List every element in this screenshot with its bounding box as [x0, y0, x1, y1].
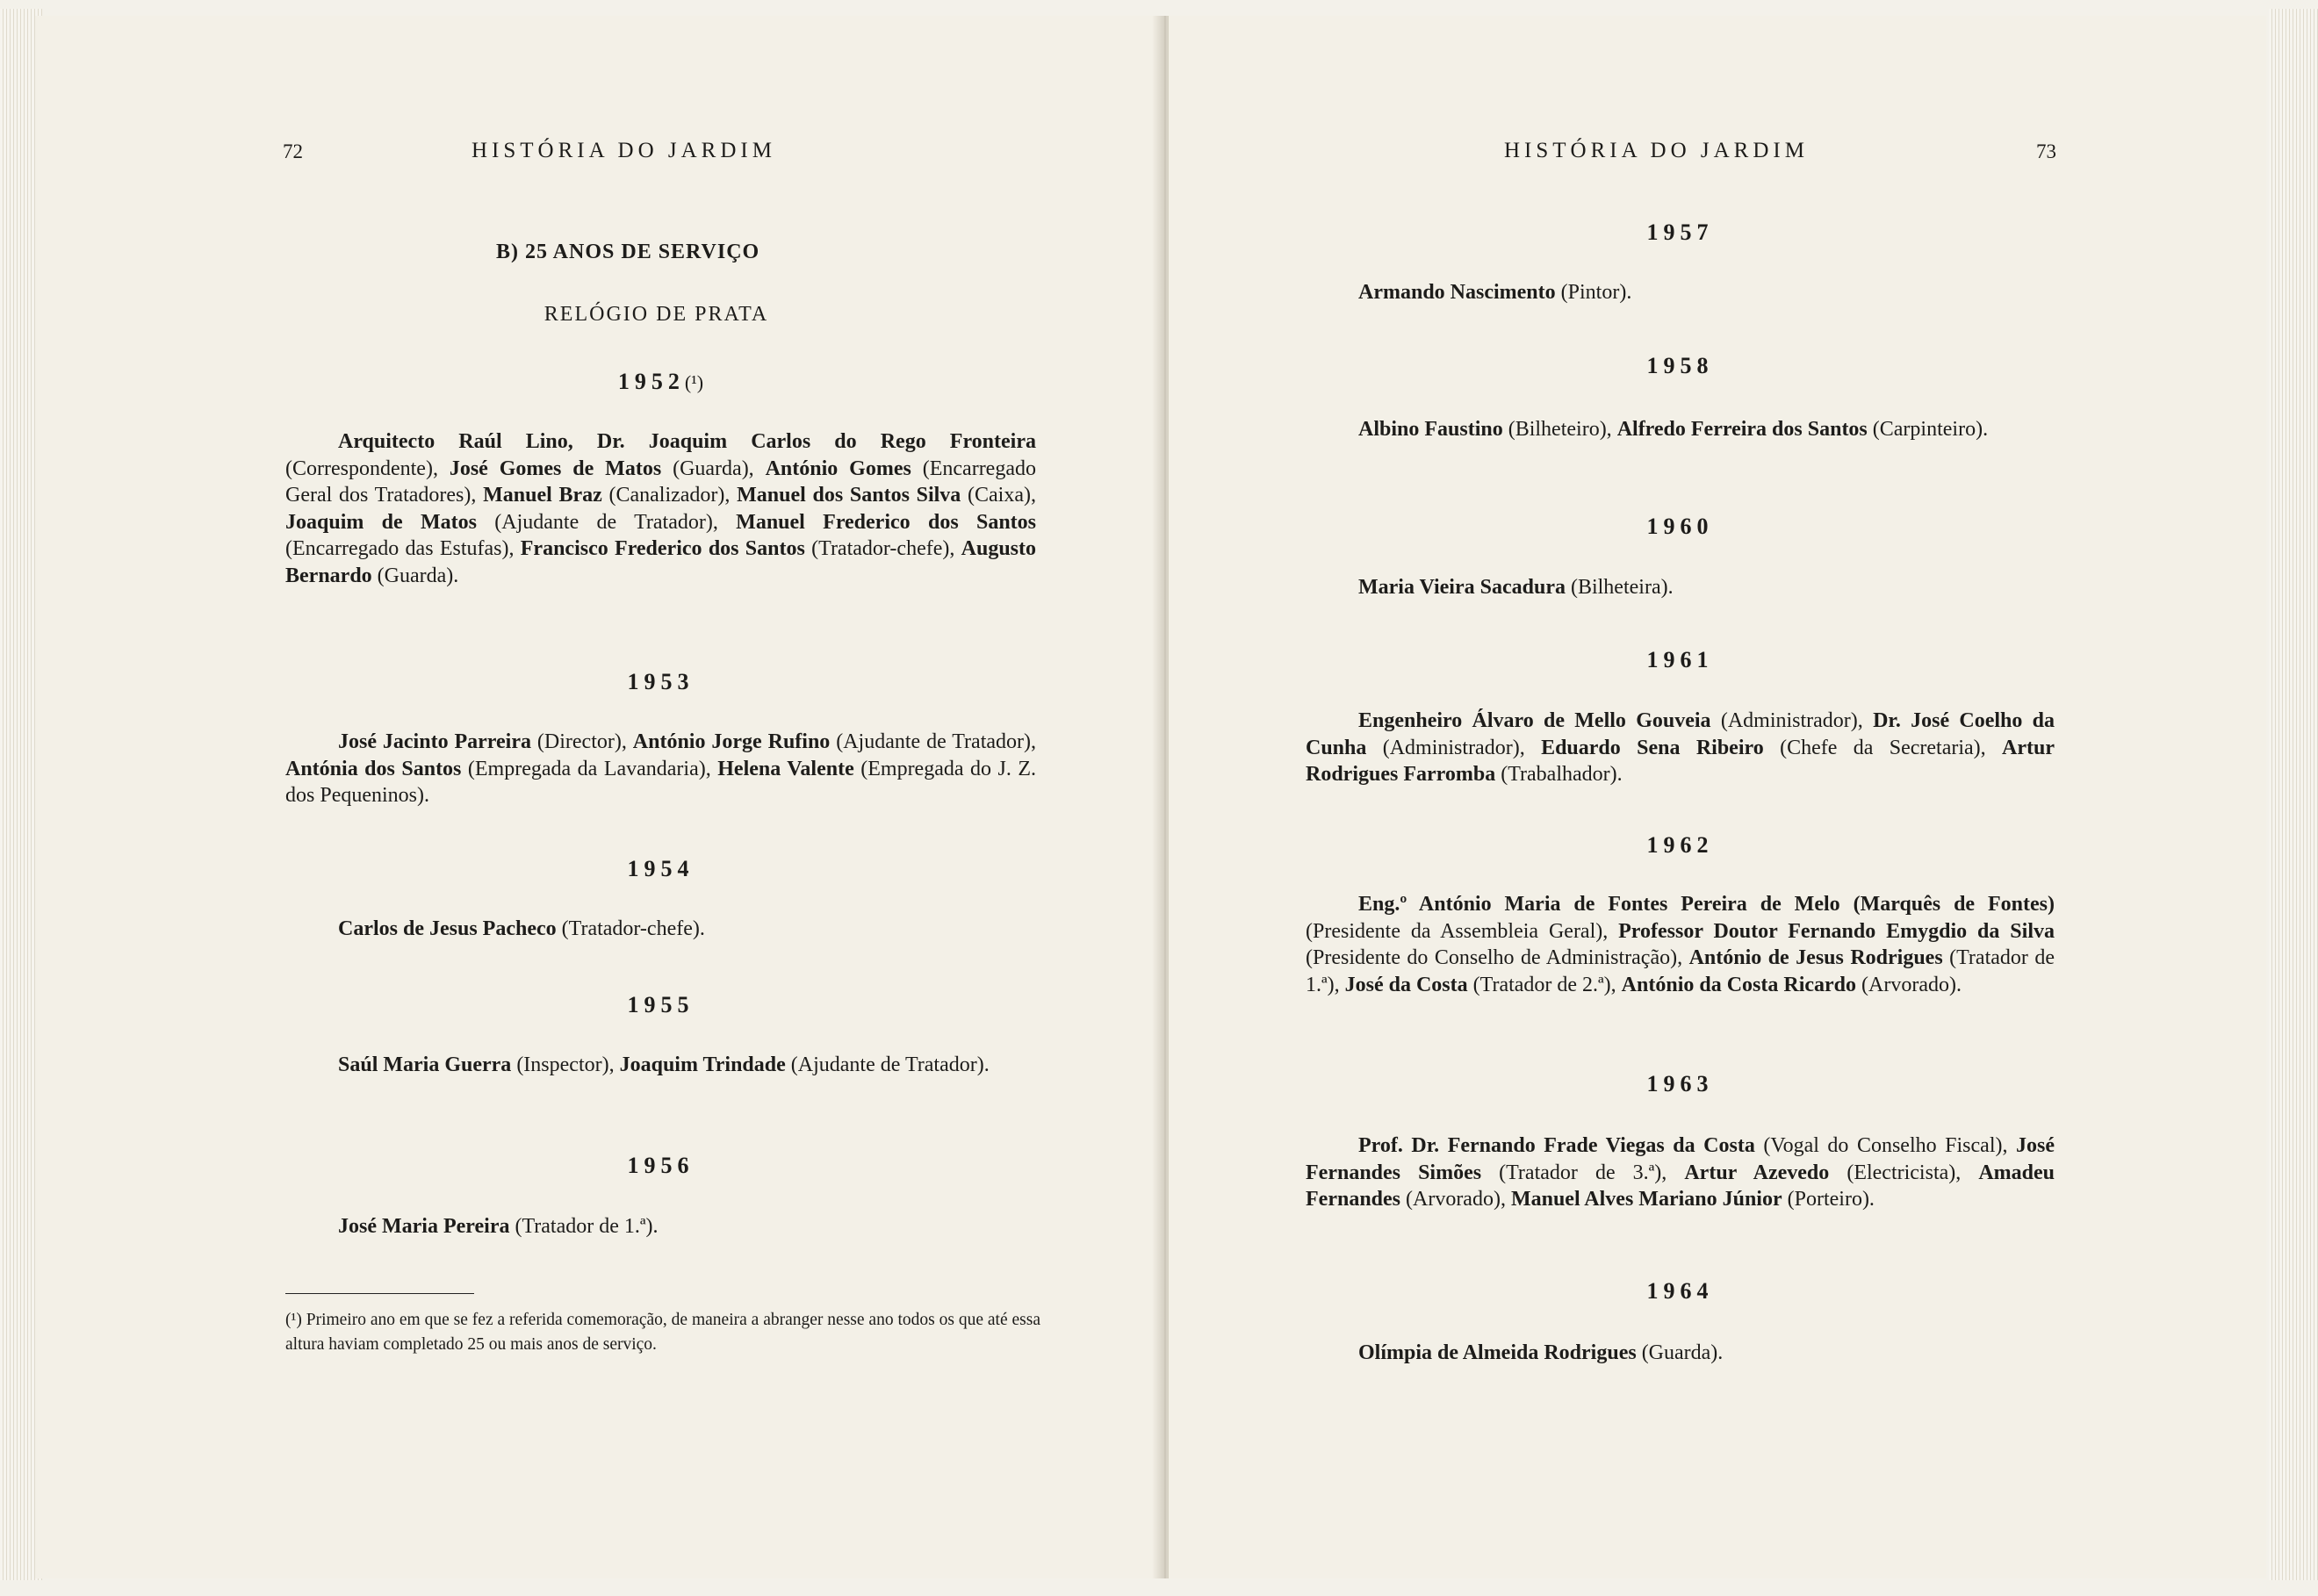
year-text: 1956 — [627, 1153, 695, 1178]
year-text: 1963 — [1646, 1071, 1714, 1096]
year-text: 1962 — [1646, 832, 1714, 858]
entry-paragraph — [285, 428, 1036, 589]
role-text: (Tratador de 1.ª). — [509, 1215, 659, 1238]
entry-paragraph — [285, 1052, 1036, 1079]
role-text: (Presidente da Assembleia Geral), — [1306, 919, 1619, 943]
role-text: (Encarregado Geral dos Tratadores), — [285, 457, 1036, 507]
year-heading — [285, 992, 1036, 1019]
year-text: 1958 — [1646, 353, 1714, 378]
person-name: Maria Vieira Sacadura — [1358, 576, 1566, 599]
year-heading — [1306, 219, 2055, 247]
year-heading — [285, 669, 1036, 696]
role-text: (Bilheteira). — [1565, 576, 1674, 599]
entry-paragraph — [1306, 708, 2055, 788]
role-text: (Encarregado das Estufas), — [285, 537, 521, 560]
person-name: Arquitecto Raúl Lino, Dr. Joaquim Carlos do Rego Fronteira — [338, 430, 1036, 453]
person-name: Alfredo Ferreira dos Santos — [1616, 418, 1868, 441]
entry-paragraph — [1306, 279, 2055, 306]
entry-paragraph — [1306, 1340, 2055, 1367]
year-text: 1960 — [1646, 514, 1714, 539]
running-head: HISTÓRIA DO JARDIM — [1504, 139, 1809, 162]
year-heading — [1306, 1278, 2055, 1305]
person-name: Joaquim de Matos — [285, 510, 477, 534]
person-name: António da Costa Ricardo — [1621, 973, 1857, 996]
person-name: Olímpia de Almeida Rodrigues — [1358, 1341, 1637, 1364]
person-name: José Gomes de Matos — [449, 457, 662, 480]
entry-paragraph — [285, 916, 1036, 943]
person-name: Engenheiro Álvaro de Mello Gouveia — [1358, 709, 1711, 732]
entry-paragraph — [1306, 416, 2055, 443]
role-text: (Ajudante de Tratador), — [476, 510, 737, 534]
role-text: (Chefe da Secretaria), — [1763, 736, 2003, 759]
person-name: António de Jesus Rodrigues — [1688, 946, 1943, 969]
person-name: António Gomes — [765, 457, 911, 480]
person-name: Professor Doutor Fernando Emygdio da Silva — [1618, 919, 2055, 943]
person-name: Augusto Bernardo — [285, 537, 1037, 587]
role-text: (Electricista), — [1829, 1161, 1979, 1184]
role-text: (Ajudante de Tratador), — [830, 730, 1036, 753]
year-heading — [1306, 514, 2055, 541]
person-name: Eduardo Sena Ribeiro — [1541, 736, 1764, 759]
role-text: (Guarda). — [1636, 1341, 1724, 1364]
role-text: (Pintor). — [1555, 281, 1632, 304]
role-text: (Tratador-chefe), — [804, 537, 961, 560]
role-text: (Caixa), — [961, 484, 1036, 507]
section-heading — [496, 239, 759, 266]
section-heading-text: B) 25 ANOS DE SERVIÇO — [496, 241, 760, 263]
person-name: Carlos de Jesus Pacheco — [338, 917, 557, 940]
year-text: 1954 — [627, 856, 695, 881]
role-text: (Tratador de 2.ª), — [1467, 973, 1622, 996]
role-text: (Inspector), — [511, 1053, 620, 1076]
page-number: 73 — [2036, 140, 2056, 162]
page-number: 72 — [283, 140, 303, 162]
year-text: 1964 — [1646, 1278, 1714, 1304]
year-text: 1952 — [617, 369, 685, 394]
right-page-edges — [2269, 9, 2318, 1580]
role-text: (Tratador de 3.ª), — [1481, 1161, 1685, 1184]
role-text: (Tratador de 1.ª), — [1306, 946, 2055, 996]
role-text: (Porteiro). — [1782, 1188, 1875, 1211]
role-text: (Trabalhador). — [1495, 763, 1623, 786]
year-text: 1957 — [1646, 219, 1714, 245]
person-name: Artur Azevedo — [1684, 1161, 1830, 1184]
role-text: (Director), — [531, 730, 633, 753]
person-name: Prof. Dr. Fernando Frade Viegas da Costa — [1358, 1134, 1755, 1157]
entry-paragraph — [285, 1213, 1036, 1240]
person-name: José Maria Pereira — [338, 1215, 510, 1238]
year-heading — [1306, 832, 2055, 859]
role-text: (Vogal do Conselho Fiscal), — [1754, 1134, 2017, 1157]
person-name: Artur Rodrigues Farromba — [1306, 736, 2055, 786]
person-name: Dr. José Coelho da Cunha — [1306, 709, 2055, 759]
year-heading — [285, 369, 1036, 397]
year-heading — [1306, 647, 2055, 674]
footnote-marker: (¹) — [684, 371, 704, 393]
role-text: (Administrador), — [1366, 736, 1542, 759]
role-text: (Empregada da Lavandaria), — [461, 757, 718, 780]
role-text: (Arvorado), — [1400, 1188, 1511, 1211]
person-name: Saúl Maria Guerra — [338, 1053, 512, 1076]
entry-paragraph — [1306, 574, 2055, 601]
role-text: (Arvorado). — [1856, 973, 1962, 996]
year-text: 1953 — [627, 669, 695, 694]
role-text: (Empregada do J. Z. dos Pequeninos). — [285, 757, 1037, 807]
person-name: Helena Valente — [717, 757, 854, 780]
year-heading — [285, 856, 1036, 883]
person-name: Manuel Frederico dos Santos — [736, 510, 1036, 534]
person-name: António Jorge Rufino — [632, 730, 831, 753]
running-head: HISTÓRIA DO JARDIM — [472, 139, 776, 162]
entry-paragraph — [285, 729, 1036, 809]
entry-paragraph — [1306, 1132, 2055, 1213]
person-name: José Fernandes Simões — [1306, 1134, 2055, 1184]
year-heading — [1306, 353, 2055, 380]
person-name: Albino Faustino — [1358, 418, 1503, 441]
person-name: José da Costa — [1344, 973, 1468, 996]
role-text: (Presidente do Conselho de Administração), — [1306, 946, 1689, 969]
person-name: Manuel Alves Mariano Júnior — [1510, 1188, 1782, 1211]
footnote: (¹) Primeiro ano em que se fez a referida comemoração, de maneira a abranger nesse ano todos os que até essa altura haviam completado 25 ou mais anos de serviço. — [285, 1311, 1040, 1354]
person-name: Manuel dos Santos Silva — [737, 484, 961, 507]
person-name: Joaquim Trindade — [619, 1053, 786, 1076]
subheading — [285, 301, 1027, 328]
role-text: (Bilheteiro), — [1502, 418, 1617, 441]
role-text: (Guarda), — [661, 457, 766, 480]
role-text: (Carpinteiro). — [1867, 418, 1989, 441]
role-text: (Guarda). — [371, 564, 459, 587]
year-text: 1955 — [627, 992, 695, 1017]
person-name: Amadeu Fernandes — [1306, 1161, 2055, 1211]
role-text: (Canalizador), — [601, 484, 738, 507]
subheading-text: RELÓGIO DE PRATA — [544, 303, 769, 326]
person-name: Antónia dos Santos — [285, 757, 462, 780]
person-name: Manuel Braz — [483, 484, 602, 507]
role-text: (Correspondente), — [285, 457, 450, 480]
year-text: 1961 — [1646, 647, 1714, 672]
person-name: José Jacinto Parreira — [338, 730, 531, 753]
person-name: Francisco Frederico dos Santos — [520, 537, 805, 560]
role-text: (Ajudante de Tratador). — [785, 1053, 990, 1076]
person-name: Eng.º António Maria de Fontes Pereira de Melo (Marquês de Fontes) — [1358, 893, 2055, 916]
year-heading — [1306, 1071, 2055, 1098]
year-heading — [285, 1153, 1036, 1180]
role-text: (Administrador), — [1710, 709, 1874, 732]
footnote-rule — [285, 1293, 474, 1294]
role-text: (Tratador-chefe). — [556, 917, 705, 940]
person-name: Armando Nascimento — [1358, 281, 1556, 304]
entry-paragraph — [1306, 891, 2055, 998]
